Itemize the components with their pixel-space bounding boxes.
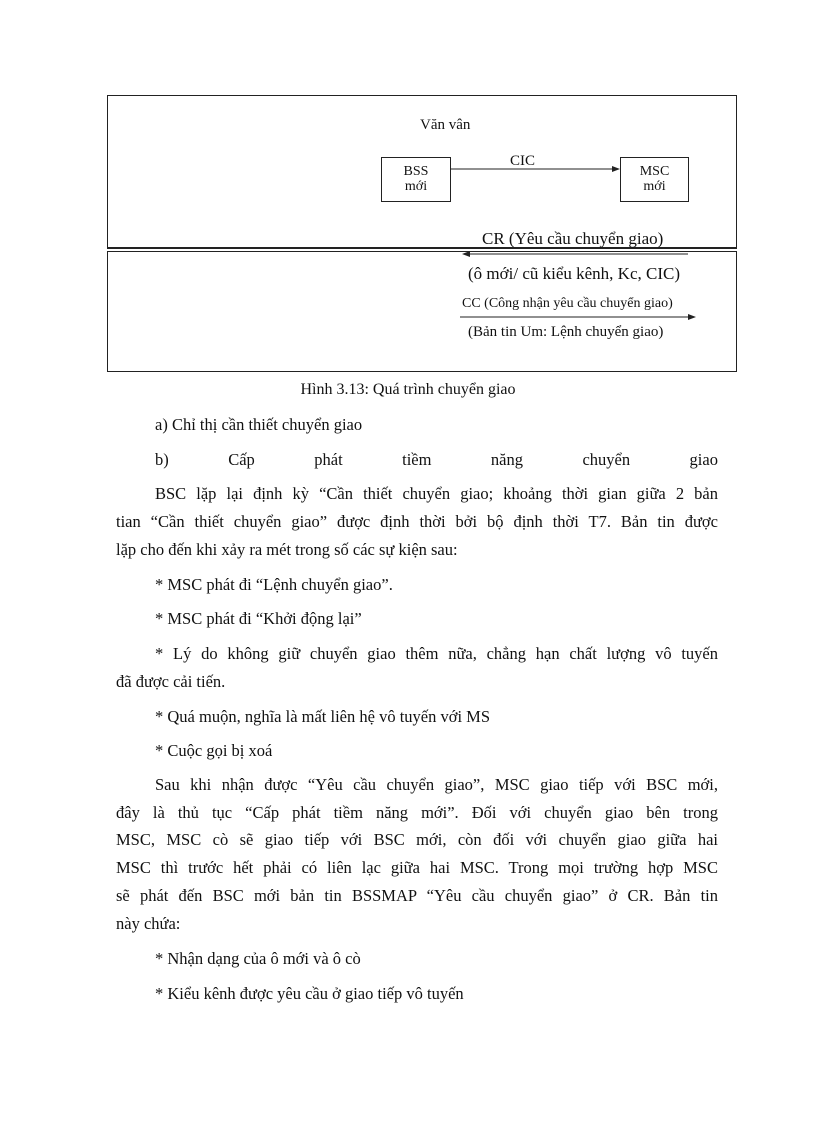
para2-line: Sau khi nhận được “Yêu cầu chuyển giao”, MSC giao tiếp với BSC mới, [155,775,718,794]
figure-etc-label: Văn vân [420,117,471,133]
item-b-word: tiềm [402,450,432,469]
item-b-word: Cấp [228,450,255,469]
bss-new-box [381,157,451,202]
bullet-item: * Kiểu kênh được yêu cầu ở giao tiếp vô tuyến [155,984,464,1003]
para2-line: MSC, MSC cò sẽ giao tiếp với BSC mới, còn đối với chuyển giao giữa hai [116,830,718,849]
bullet-item: * MSC phát đi “Lệnh chuyển giao”. [155,575,393,594]
um-label: (Bản tin Um: Lệnh chuyển giao) [468,324,664,340]
item-b [155,450,718,470]
item-a: a) Chỉ thị cần thiết chuyển giao [155,415,363,434]
cic-label: CIC [510,153,536,169]
figure-caption: Hình 3.13: Quá trình chuyển giao [300,381,516,398]
para2-line: đây là thủ tục “Cấp phát tiềm năng mới”. Đối với chuyển giao bên trong [116,803,718,822]
item-b-word: b) [155,450,169,469]
cc-label: CC (Công nhận yêu cầu chuyển giao) [462,296,673,311]
msc-box-line2: mới [643,179,666,194]
bullet-item: * Nhận dạng của ô mới và ô cò [155,949,361,968]
bullet-item: * Lý do không giữ chuyển giao thêm nữa, chẳng hạn chất lượng vô tuyến [155,644,718,663]
para2-last-line: này chứa: [116,914,181,933]
msc-box-line1: MSC [639,164,670,179]
bullet-item: * Cuộc gọi bị xoá [155,741,273,760]
item-b-word: phát [314,450,343,469]
bullet-item: * Quá muộn, nghĩa là mất liên hệ vô tuyến với MS [155,707,491,726]
bss-box-line1: BSS [403,164,429,179]
para2-line: sẽ phát đến BSC mới bản tin BSSMAP “Yêu cầu chuyển giao” ở CR. Bản tin [116,886,718,905]
bullet-item: * MSC phát đi “Khởi động lại” [155,609,362,628]
cr-label: CR (Yêu cầu chuyển giao) [482,229,664,248]
para1-line: tian “Cần thiết chuyển giao” được định thời bởi bộ định thời T7. Bản tin được [116,512,718,531]
item-b-word: năng [490,450,523,469]
msc-new-box [620,157,689,202]
item-b-word: chuyển [582,450,631,469]
para1-last-line: lặp cho đến khi xảy ra mét trong số các sự kiện sau: [116,540,458,559]
bss-box-line2: mới [404,179,428,194]
para1-line: BSC lặp lại định kỳ “Cần thiết chuyển giao; khoảng thời gian giữa 2 bản [155,484,718,503]
para2-line: MSC thì trước hết phải có liên lạc giữa hai MSC. Trong mọi trường hợp MSC [116,858,718,877]
item-b-word: giao [689,450,718,469]
bullet-item-continued: đã được cải tiến. [116,672,226,691]
cr-params-label: (ô mới/ cũ kiểu kênh, Kc, CIC) [468,264,681,283]
